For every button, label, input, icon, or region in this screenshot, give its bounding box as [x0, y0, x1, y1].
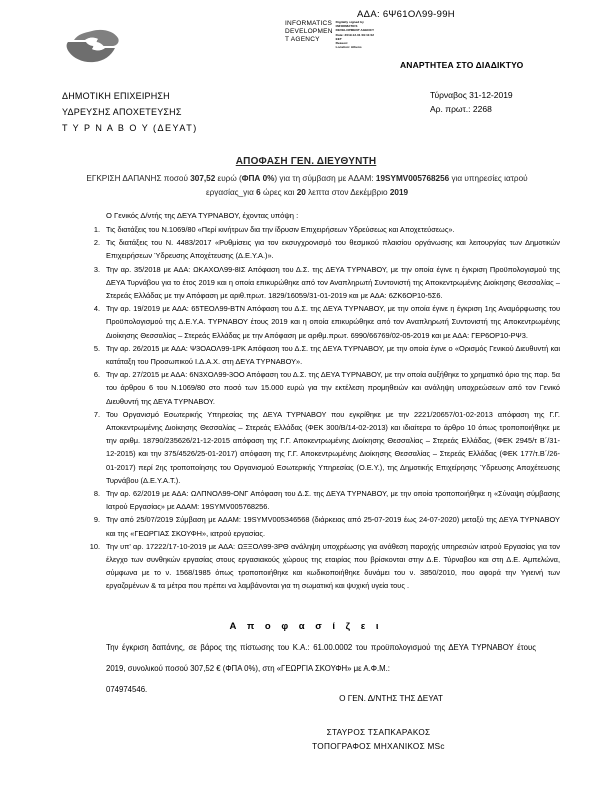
signatory-role: ΤΟΠΟΓΡΑΦΟΣ ΜΗΧΑΝΙΚΟΣ MSc: [312, 741, 445, 751]
clause-number: 5.: [93, 343, 100, 353]
clause-text: Την από 25/07/2019 Σύμβαση με ΑΔΑΜ: 19SYMV005346568 (διάρκειας από 25-07-2019 έως 24-07-2020) μεταξύ της ΔΕΥΑ ΤΥΡΝΑΒΟΥ και της «ΓΕΩΡΓΙΑΣ ΣΚΟΥΦΗ», ιατρού εργασίας.: [106, 515, 560, 538]
digital-signature-stamp: [285, 20, 374, 49]
clause-item: [93, 368, 560, 408]
stamp-meta-6: Reason:: [335, 41, 349, 46]
clause-item: [89, 540, 560, 593]
org-line-3: Τ Υ Ρ Ν Α Β Ο Υ (ΔΕΥΑΤ): [62, 123, 198, 133]
decision-line-1: Την έγκριση δαπάνης, σε βάρος της πίστωσης του Κ.Α.: 61.00.0002 του προϋπολογισμού της ΔΕΥΑ ΤΥΡΝΑΒΟΥ έτους 2019, συνολικού ποσού 307,52 € (ΦΠΑ 0%), στη «ΓΕΩΡΓΙΑ ΣΚΟΥΦΗ» με Α.Φ.Μ.:: [106, 643, 536, 673]
subtitle-part-4: για υπηρεσίες ιατρού εργασίας_για: [205, 174, 528, 197]
clause-text: Την αρ. 35/2018 με ΑΔΑ: ΩΚΑΧΟΛ99-8ΙΣ Απόφαση του Δ.Σ. της ΔΕΥΑ ΤΥΡΝΑΒΟΥ, με την οποία έγινε η έγκριση Προϋπολογισμού της ΔΕΥΑ Τυρνάβου για το έτος 2019 και η οποία επικυρώθηκε από τον Αναπληρωτή Συντονιστή της Αποκεντρωμένης Διοίκησης Θεσσαλίας – Στερεάς Ελλάδας με την Απόφαση με αριθ.πρωτ. 1829/16059/31-01-2019 και με ΑΔΑ: 6ΖΚ6ΟΡ10-5Σ6.: [106, 264, 560, 301]
subtitle-part-6: λεπτα στον Δεκέμβριο: [305, 187, 390, 197]
clause-list: [0, 223, 612, 593]
clause-item: [93, 487, 560, 513]
stamp-agency-name: [285, 20, 333, 45]
clause-item: [93, 408, 560, 487]
organization-name: [62, 88, 198, 136]
org-line-2: ΥΔΡΕΥΣΗΣ ΑΠΟΧΕΤΕΥΣΗΣ: [62, 107, 182, 117]
stamp-line-3: T AGENCY: [285, 36, 320, 44]
clause-text: Την αρ. 27/2015 με ΑΔΑ: 6Ν3ΧΟΛ99-3ΟΟ Απόφαση του Δ.Σ. της ΔΕΥΑ ΤΥΡΝΑΒΟΥ, με την οποία αυξήθηκε το χρηματικό όριο της παρ. 5α του άρθρου 6 του Ν.1069/80 στο ποσό των 15.000 ευρώ για την εκτέλεση προμηθειών και ανάληψη υποχρεώσεων από τον Γενικό Διευθυντή της ΔΕΥΑ ΤΥΡΝΑΒΟΥ.: [106, 370, 560, 406]
org-line-1: ΔΗΜΟΤΙΚΗ ΕΠΙΧΕΙΡΗΣΗ: [62, 91, 170, 101]
signatory-name: ΣΤΑΥΡΟΣ ΤΣΑΠΚΑΡΑΚΟΣ: [326, 728, 431, 737]
stamp-line-2: DEVELOPMEN: [285, 28, 333, 36]
clause-number: 7.: [93, 409, 100, 419]
page-subtitle: [72, 172, 542, 199]
subtitle-hours: 6: [256, 187, 261, 197]
clause-number: 9.: [93, 515, 100, 525]
stamp-signature-details: [336, 20, 374, 49]
subtitle-year: 2019: [389, 187, 409, 197]
clause-item: [93, 223, 560, 236]
clause-text: Την αρ. 62/2019 με ΑΔΑ: ΩΛΠΝΟΛ99-ΟΝΓ Απόφαση του Δ.Σ. της ΔΕΥΑ ΤΥΡΝΑΒΟΥ, με την οποία τροποποιήθηκε η «Σύναψη σύμβασης Ιατρού Εργασίας» με ΑΔΑΜ: 19SYMV005768256.: [106, 489, 560, 512]
clause-number: 1.: [93, 225, 100, 234]
subtitle-part-3: ) για τη σύμβαση με ΑΔΑΜ:: [274, 174, 376, 183]
clause-text: Του Οργανισμό Εσωτερικής Υπηρεσίας της ΔΕΥΑ ΤΥΡΝΑΒΟΥ που εγκρίθηκε με την 2221/20657/01-02-2013 απόφαση της Γ.Γ. Αποκεντρωμένης Διοίκησης Θεσσαλίας – Στερεάς Ελλάδας (ΦΕΚ 300/Β/14-02-2013) και ιδιαίτερα το άρθρο 10 όπως τροποποιήθηκε με την αριθμ. 18790/235626/21-12-2015 απόφαση της Γ.Γ. Αποκεντρωμένης Διοίκησης Θεσσαλίας – Στερεάς Ελλάδας, (ΦΕΚ 2945/τ Β΄/31-12-2015) και την 375/4526/25-01-2017) απόφαση της Γ.Γ. Αποκεντρωμένης Διοίκησης Θεσσαλίας – Στερεάς Ελλάδας (ΦΕΚ 177/τ.Β΄/26-01-2017) περί 2ης τροποποίησης του Οργανισμού Εσωτερικής Υπηρεσίας (Ο.Ε.Υ.), της Δημοτικής Επιχείρησης Ύδρευσης Αποχέτευσης Τυρνάβου (Δ.Ε.Υ.Α.Τ.).: [106, 409, 560, 485]
clause-item: [93, 513, 560, 539]
clause-number: 8.: [93, 489, 100, 499]
clause-text: Τις διατάξεις του Ν. 4483/2017 «Ρυθμίσεις για τον εκσυγχρονισμό του θεσμικού πλαισίου οργάνωσης και λειτουργίας των Δημοτικών Επιχειρήσεων Ύδρευσης Αποχέτευσης (Δ.Ε.Υ.Α.)».: [106, 238, 560, 261]
stamp-meta-2: INFORMATICS: [335, 24, 358, 29]
clause-text: Την υπ’ αρ. 17222/17-10-2019 με ΑΔΑ: ΩΞΞΟΛ99-3ΡΘ ανάληψη υποχρέωσης για ανάθεση παροχής υπηρεσιών ιατρού Εργασίας για τον έλεγχο των συνθηκών εργασίας στους εργασιακούς χώρους της εταιρίας που βρίσκονται στην Δ.Ε. Τύρναβου και στη Δ.Ε. Αμπελώνα, σύμφωνα με το ν. 1568/1985 όπως τροποποιήθηκε και κωδικοποιήθηκε δυνάμει του ν. 3850/2010, που αφορά την Υγιεινή των εργαζομένων & τα μέτρα που πρέπει να λαμβάνονται για τη σωματική και ψυχική υγεία τους .: [106, 541, 560, 591]
subtitle-amount: 307,52: [190, 174, 216, 183]
clause-text: Την αρ. 19/2019 με ΑΔΑ: 65ΤΕΟΛ99-ΒΤΝ Απόφαση του Δ.Σ. της ΔΕΥΑ ΤΥΡΝΑΒΟΥ, με την οποία έγινε η έγκριση 1ης Αναμόρφωσης του Προϋπολογισμού της Δ.Ε.Υ.Α. ΤΥΡΝΑΒΟΥ έτους 2019 και η οποία επικυρώθηκε από τον Αναπληρωτή Συντονιστή της Αποκεντρωμένης Διοίκησης Θεσσαλίας – Στερεάς Ελλάδας με την Απόφαση με αριθμ.πρωτ. 6990/66769/02-05-2019 και με ΑΔΑ: ΓΕΡ6ΟΡ10-ΡΨ3.: [106, 304, 560, 340]
decision-heading: Α π ο φ α σ ί ζ ε ι: [229, 621, 383, 632]
clause-number: 6.: [93, 370, 100, 380]
subtitle-part-5: ώρες και: [260, 187, 297, 197]
stamp-line-1: INFORMATICS: [285, 20, 333, 27]
stamp-meta-3: DEVELOPMENT AGENCY: [335, 28, 375, 33]
preamble-text: Ο Γενικός Δ/ντής της ΔΕΥΑ ΤΥΡΝΑΒΟΥ, έχοντας υπόψη :: [106, 211, 299, 220]
signature-block: [0, 726, 612, 753]
document-meta: [430, 88, 513, 116]
protocol-number: Αρ. πρωτ.: 2268: [430, 104, 492, 114]
stamp-meta-4: Date: 2019.12.31 09:11:02: [335, 32, 375, 37]
clause-item: [93, 236, 560, 262]
clause-number: 3.: [93, 264, 100, 274]
decision-body: [106, 637, 536, 700]
subtitle-minutes: 20: [296, 187, 306, 197]
subtitle-vat: ΦΠΑ 0%: [241, 174, 275, 183]
subtitle-part-2: ευρώ (: [215, 174, 242, 183]
clause-number: 2.: [93, 238, 100, 248]
signature-title: Ο ΓΕΝ. Δ/ΝΤΗΣ ΤΗΣ ΔΕΥΑΤ: [339, 694, 443, 703]
stamp-meta-7: Location: Athens: [335, 45, 362, 50]
clause-number: 10.: [89, 541, 100, 551]
clause-number: 4.: [93, 304, 100, 314]
decision-line-2: 074974546.: [106, 685, 148, 694]
publication-notice: ΑΝΑΡΤΗΤΕΑ ΣΤΟ ΔΙΑΔΙΚΤΥΟ: [400, 60, 524, 70]
page-title: ΑΠΟΦΑΣΗ ΓΕΝ. ΔΙΕΥΘΥΝΤΗ: [235, 156, 377, 167]
subtitle-part-1: ΕΓΚΡΙΣΗ ΔΑΠΑΝΗΣ ποσού: [86, 174, 191, 183]
ada-code: ΑΔΑ: 6Ψ61ΟΛ99-99Η: [357, 9, 455, 20]
clause-text: Τις διατάξεις του Ν.1069/80 «Περί κινήτρων δια την ίδρυσιν Επιχειρήσεων Υδρεύσεως και Αποχετεύσεως».: [106, 225, 455, 234]
subtitle-adam: 19SYMV005768256: [375, 174, 450, 183]
clause-item: [93, 342, 560, 368]
stamp-meta-5: EET: [335, 36, 342, 41]
stamp-meta-1: Digitally signed by: [335, 20, 364, 24]
place-and-date: Τύρναβος 31-12-2019: [430, 90, 513, 100]
clause-item: [93, 302, 560, 342]
clause-text: Την αρ. 26/2015 με ΑΔΑ: Ψ3ΟΑΟΛ99-1ΡΚ Απόφαση του Δ.Σ. της ΔΕΥΑ ΤΥΡΝΑΒΟΥ, με την οποία έγινε ο «Ορισμός Γενικού Διευθυντή και κατάταξη του Προσωπικού Ι.Δ.Α.Χ. στη ΔΕΥΑ ΤΥΡΝΑΒΟΥ».: [106, 343, 560, 367]
clause-item: [93, 263, 560, 303]
deyat-logo: [62, 28, 124, 70]
